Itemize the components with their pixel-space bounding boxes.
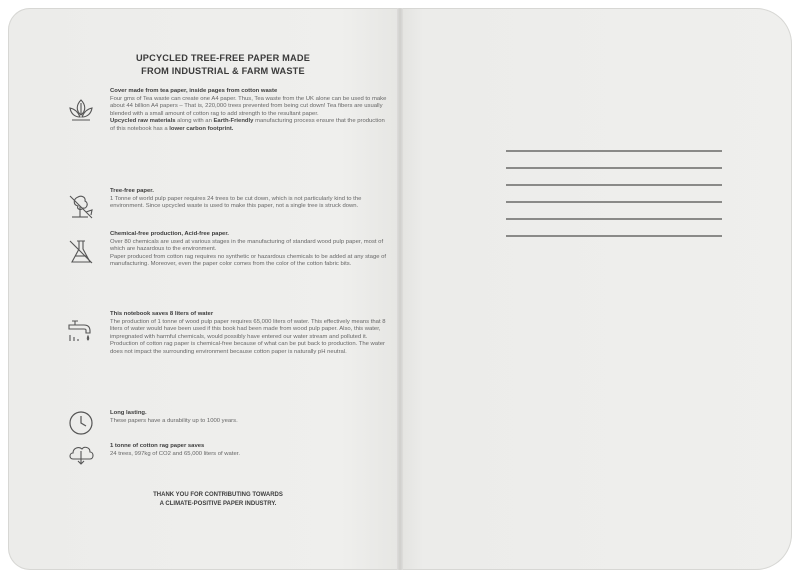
no-tree-cutting-icon bbox=[66, 192, 96, 222]
text-run: along with an bbox=[175, 118, 214, 125]
section-text bbox=[110, 443, 388, 458]
page-title bbox=[98, 52, 348, 78]
writing-line bbox=[506, 167, 722, 169]
footer-line-1: THANK YOU FOR CONTRIBUTING TOWARDS bbox=[153, 492, 283, 498]
notebook-spine bbox=[397, 8, 403, 570]
clock-icon bbox=[66, 408, 96, 438]
emphasis: lower carbon footprint. bbox=[169, 125, 234, 132]
section-body: These papers have a durability up to 1000 years. bbox=[110, 417, 238, 424]
section-heading: Chemical-free production, Acid-free paper. bbox=[110, 231, 229, 237]
section-body: 24 trees, 997kg of CO2 and 65,000 liters of water. bbox=[110, 450, 240, 457]
writing-lines-block bbox=[506, 150, 722, 252]
right-page bbox=[400, 8, 792, 570]
title-line-1: UPCYCLED TREE-FREE PAPER MADE bbox=[135, 53, 311, 63]
cloud-icon bbox=[66, 438, 96, 468]
water-tap-icon bbox=[66, 315, 96, 345]
page-footer bbox=[128, 491, 308, 509]
text-run: manufacturing process ensure that the production of this notebook has a bbox=[110, 118, 385, 132]
section-heading: This notebook saves 8 liters of water bbox=[110, 311, 214, 317]
emphasis: Earth-Friendly bbox=[213, 118, 254, 125]
section-text bbox=[110, 231, 388, 269]
section-heading: Long lasting. bbox=[110, 410, 147, 416]
section-text bbox=[110, 311, 388, 357]
leaf-cluster-icon bbox=[66, 96, 96, 126]
title-line-2: FROM INDUSTRIAL & FARM WASTE bbox=[141, 66, 305, 76]
section-text bbox=[110, 410, 388, 425]
section-heading: Cover made from tea paper, inside pages from cotton waste bbox=[110, 88, 278, 94]
writing-line bbox=[506, 184, 722, 186]
writing-line bbox=[506, 150, 722, 152]
section-text bbox=[110, 188, 388, 211]
section-body-2: Production of cotton rag paper is chemical-free because of what can be put back to production. The water does not impact the surrounding environment because cotton paper is naturally pH neutral. bbox=[110, 341, 385, 355]
section-heading: 1 tonne of cotton rag paper saves bbox=[110, 443, 205, 449]
section-body: The production of 1 tonne of wood pulp paper requires 65,000 liters of water. This effectively means that 8 liters of water would have been used if this book had been made from wood pulp paper. Also, this water, impregnated with harmful chemicals, would possibly have entered our water stream and polluted it. bbox=[110, 318, 386, 340]
section-body-2: Paper produced from cotton rag requires no synthetic or hazardous chemicals to be added at any stage of manufacturing. Moreover, even the paper color comes from the color of the cotton fabric bits. bbox=[110, 253, 387, 268]
writing-line bbox=[506, 201, 722, 203]
no-chemicals-icon bbox=[66, 237, 96, 267]
section-body-2 bbox=[110, 118, 388, 133]
left-page bbox=[8, 8, 400, 570]
writing-line bbox=[506, 218, 722, 220]
section-body: Four gms of Tea waste can create one A4 paper. Thus, Tea waste from the UK alone can be used to make about 44 billion A4 papers – That is, 220,000 trees prevented from being cut down! Tea fibers are usually blended with a small amount of cotton rag to add strength to the resultant paper. bbox=[110, 95, 387, 117]
emphasis: Upcycled raw materials bbox=[110, 118, 176, 125]
section-heading: Tree-free paper. bbox=[110, 188, 154, 194]
open-notebook bbox=[8, 8, 792, 570]
footer-line-2: A CLIMATE-POSITIVE PAPER INDUSTRY. bbox=[159, 501, 277, 507]
section-body: 1 Tonne of world pulp paper requires 24 trees to be cut down, which is not particularly kind to the environment. Since upcycled waste is used to make this paper, not a single tree is struck down. bbox=[110, 195, 362, 210]
writing-line bbox=[506, 235, 722, 237]
section-body: Over 80 chemicals are used at various stages in the manufacturing of standard wood pulp paper, most of which are hazardous to the environment. bbox=[110, 238, 384, 253]
section-text bbox=[110, 88, 388, 134]
